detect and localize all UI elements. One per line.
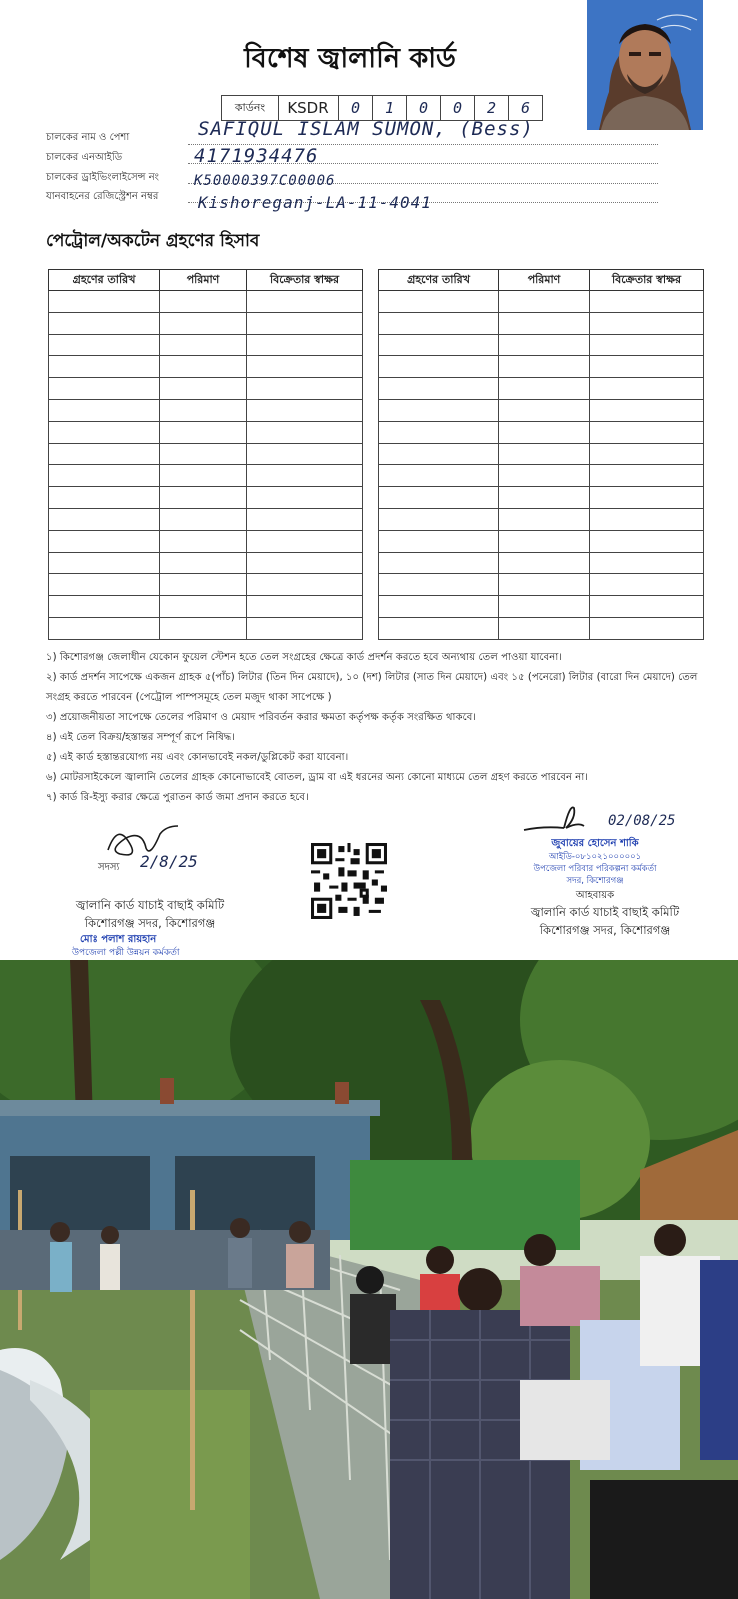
ledger-cell [499,356,590,378]
ledger-cell [590,356,704,378]
ledger-cell [590,465,704,487]
card-number-digit: 0 [441,95,475,121]
ledger-row [379,334,704,356]
queue-photo [0,960,738,1599]
ledger-cell [160,487,247,509]
ledger-cell [379,378,499,400]
ledger-cell [247,617,363,639]
ledger-row [49,617,363,639]
ledger-cell [379,552,499,574]
ledger-cell [49,312,160,334]
field-value-nid: 4171934476 [194,145,319,167]
ledger-cell [379,530,499,552]
ledger-row [379,552,704,574]
ledger-cell [49,356,160,378]
ledger-cell [49,617,160,639]
ledger-cell [160,443,247,465]
ledger-row [49,334,363,356]
ledger-row [49,508,363,530]
ledger-row [49,596,363,618]
ledger-cell [379,465,499,487]
ledger-cell [379,617,499,639]
card-number-digit: 6 [509,95,543,121]
ledger-cell [160,465,247,487]
ledger-cell [247,574,363,596]
ledger-cell [49,530,160,552]
rule-item: ৪) এই তেল বিক্রয়/হস্তান্তর সম্পূর্ণ রূপে নিষিদ্ধ। [46,732,235,743]
ledger-cell [499,443,590,465]
section-heading: পেট্রোল/অকটেন গ্রহণের হিসাব [46,231,260,251]
ledger-row [49,487,363,509]
ledger-cell [160,356,247,378]
ledger-cell [160,617,247,639]
ledger-row [379,574,704,596]
column-header-seller-signature: বিক্রেতার স্বাক্ষর [590,270,704,291]
ledger-cell [499,574,590,596]
ledger-cell [160,421,247,443]
left-committee-name: জ্বালানি কার্ড যাচাই বাছাই কমিটি [75,898,225,912]
ledger-row [49,574,363,596]
ledger-cell [499,291,590,313]
ledger-cell [379,356,499,378]
ledger-cell [590,421,704,443]
column-header-seller-signature: বিক্রেতার স্বাক্ষর [247,270,363,291]
ledger-cell [49,334,160,356]
rule-item: ৬) মোটরসাইকেলে জ্বালানি তেলের গ্রাহক কোনোভাবেই বোতল, ড্রাম বা এই ধরনের অন্য কোনো মাধ্যমে তেল গ্রহণ করতে পারবেন না। [46,772,588,783]
ledger-cell [379,596,499,618]
ledger-row [379,421,704,443]
ledger-cell [160,508,247,530]
ledger-cell [379,291,499,313]
ledger-cell [379,443,499,465]
ledger-row [49,552,363,574]
fuel-ledger-table-right [378,269,704,640]
ledger-cell [247,291,363,313]
ledger-cell [590,378,704,400]
ledger-cell [247,312,363,334]
right-committee-name: জ্বালানি কার্ড যাচাই বাছাই কমিটি [530,905,680,919]
column-header-quantity: পরিমাণ [499,270,590,291]
ledger-row [379,508,704,530]
qr-code [311,843,387,919]
ledger-cell [499,421,590,443]
ledger-cell [49,508,160,530]
ledger-row [379,465,704,487]
ledger-cell [499,596,590,618]
ledger-cell [247,378,363,400]
ledger-row [379,596,704,618]
left-stamp-title: উপজেলা পল্লী উন্নয়ন কর্মকর্তা [72,948,180,958]
ledger-row [379,399,704,421]
ledger-cell [49,465,160,487]
ledger-row [49,465,363,487]
field-value-license: K50000397C00006 [194,173,336,189]
ledger-cell [590,617,704,639]
ledger-row [49,530,363,552]
ledger-row [49,421,363,443]
ledger-cell [247,399,363,421]
card-number-label: কার্ডনং [221,95,279,121]
ledger-cell [49,596,160,618]
column-header-quantity: পরিমাণ [160,270,247,291]
ledger-row [379,487,704,509]
right-stamp-id: আইডি-০৮১০২১০০০০০১ [548,852,642,862]
convener-role: আহবায়ক [575,890,615,901]
member-role: সদস্য [98,862,120,873]
card-number-digit: 2 [475,95,509,121]
ledger-cell [590,399,704,421]
ledger-cell [160,596,247,618]
ledger-cell [247,530,363,552]
ledger-cell [49,421,160,443]
holder-photo [587,0,703,130]
ledger-cell [247,487,363,509]
ledger-row [379,312,704,334]
ledger-row [49,399,363,421]
ledger-cell [247,421,363,443]
fuel-ledger-table-left [48,269,363,640]
right-stamp-name: জুবায়ের হোসেন শাকি [551,838,639,849]
field-label-name: চালকের নাম ও পেশা [46,132,130,143]
column-header-date: গ্রহণের তারিখ [379,270,499,291]
field-label-registration: যানবাহনের রেজিস্ট্রেশন নম্বর [46,191,159,202]
ledger-cell [160,574,247,596]
ledger-cell [247,596,363,618]
ledger-cell [590,443,704,465]
ledger-row [49,291,363,313]
field-value-registration: Kishoreganj-LA-11-4041 [198,193,432,212]
card-number-digit: 1 [373,95,407,121]
ledger-row [379,356,704,378]
ledger-cell [590,596,704,618]
ledger-cell [49,574,160,596]
ledger-cell [160,399,247,421]
card-number-digit: 0 [407,95,441,121]
ledger-row [379,617,704,639]
right-stamp-title: উপজেলা পরিবার পরিকল্পনা কর্মকর্তা [533,864,657,874]
ledger-cell [590,530,704,552]
left-stamp-name: মোঃ পলাশ রায়হান [80,934,157,945]
card-number-prefix: KSDR [278,95,339,121]
ledger-cell [379,487,499,509]
ledger-cell [590,552,704,574]
ledger-row [49,356,363,378]
ledger-cell [160,312,247,334]
ledger-cell [247,356,363,378]
ledger-row [379,291,704,313]
card-number-digit: 0 [339,95,373,121]
ledger-cell [499,508,590,530]
rule-item: ৫) এই কার্ড হস্তান্তরযোগ্য নয় এবং কোনভাবেই নকল/ডুপ্লিকেট করা যাবেনা। [46,752,349,763]
ledger-cell [160,552,247,574]
ledger-cell [160,291,247,313]
ledger-cell [590,574,704,596]
field-label-license: চালকের ড্রাইভিংলাইসেন্স নং [46,172,159,183]
ledger-cell [247,508,363,530]
ledger-row [49,312,363,334]
ledger-row [49,378,363,400]
ledger-cell [590,312,704,334]
ledger-cell [160,530,247,552]
ledger-row [379,378,704,400]
ledger-cell [590,291,704,313]
ledger-cell [247,465,363,487]
ledger-cell [499,552,590,574]
ledger-row [379,530,704,552]
ledger-cell [379,334,499,356]
right-committee-location: কিশোরগঞ্জ সদর, কিশোরগঞ্জ [539,923,671,937]
ledger-cell [49,378,160,400]
ledger-cell [590,334,704,356]
ledger-cell [379,399,499,421]
ledger-cell [590,487,704,509]
column-header-date: গ্রহণের তারিখ [49,270,160,291]
ledger-row [379,443,704,465]
ledger-cell [499,617,590,639]
ledger-cell [499,334,590,356]
ledger-row [49,443,363,465]
ledger-cell [499,312,590,334]
field-label-nid: চালকের এনআইডি [46,152,123,163]
member-signature-date: 2/8/25 [140,852,198,871]
ledger-cell [49,552,160,574]
ledger-cell [499,399,590,421]
right-stamp-place: সদর, কিশোরগঞ্জ [566,876,624,886]
convener-signature-date: 02/08/25 [608,813,676,829]
ledger-cell [499,465,590,487]
rules-list [46,648,706,808]
field-value-name: SAFIQUL ISLAM SUMON, (Bess) [198,118,534,140]
ledger-cell [499,530,590,552]
ledger-cell [379,508,499,530]
card-title: বিশেষ জ্বালানি কার্ড [244,43,456,74]
ledger-cell [160,334,247,356]
ledger-cell [247,334,363,356]
ledger-cell [379,312,499,334]
ledger-cell [160,378,247,400]
ledger-cell [379,421,499,443]
ledger-cell [49,487,160,509]
rule-item: ৩) প্রয়োজনীয়তা সাপেক্ষে তেলের পরিমাণ ও মেয়াদ পরিবর্তন করার ক্ষমতা কর্তৃপক্ষ কর্তৃক সংরক্ষিত থাকবে। [46,712,477,723]
rule-item: ৭) কার্ড রি-ইস্যু করার ক্ষেত্রে পুরাতন কার্ড জমা প্রদান করতে হবে। [46,792,309,803]
ledger-cell [379,574,499,596]
ledger-cell [49,291,160,313]
ledger-cell [49,399,160,421]
ledger-cell [590,508,704,530]
convener-signature-scribble [520,800,620,840]
rule-item: ২) কার্ড প্রদর্শন সাপেক্ষে একজন গ্রাহক ৫(পাঁচ) লিটার (তিন দিন মেয়াদে), ১০ (দশ) লিটার (সাত দিন মেয়াদে) এবং ১৫ (পনেরো) লিটার (বারো দিন মেয়াদে) তেল সংগ্রহ করতে পারবেন (পেট্রোল পাম্পসমূহে তেল মজুদ থাকা সাপেক্ষে ) [46,672,698,703]
ledger-cell [499,487,590,509]
ledger-cell [49,443,160,465]
ledger-cell [247,552,363,574]
rule-item: ১) কিশোরগঞ্জ জেলাধীন যেকোন ফুয়েল স্টেশন হতে তেল সংগ্রহের ক্ষেত্রে কার্ড প্রদর্শন করতে হবে অন্যথায় তেল পাওয়া যাবেনা। [46,652,562,663]
ledger-cell [247,443,363,465]
left-committee-location: কিশোরগঞ্জ সদর, কিশোরগঞ্জ [84,916,216,930]
ledger-cell [499,378,590,400]
